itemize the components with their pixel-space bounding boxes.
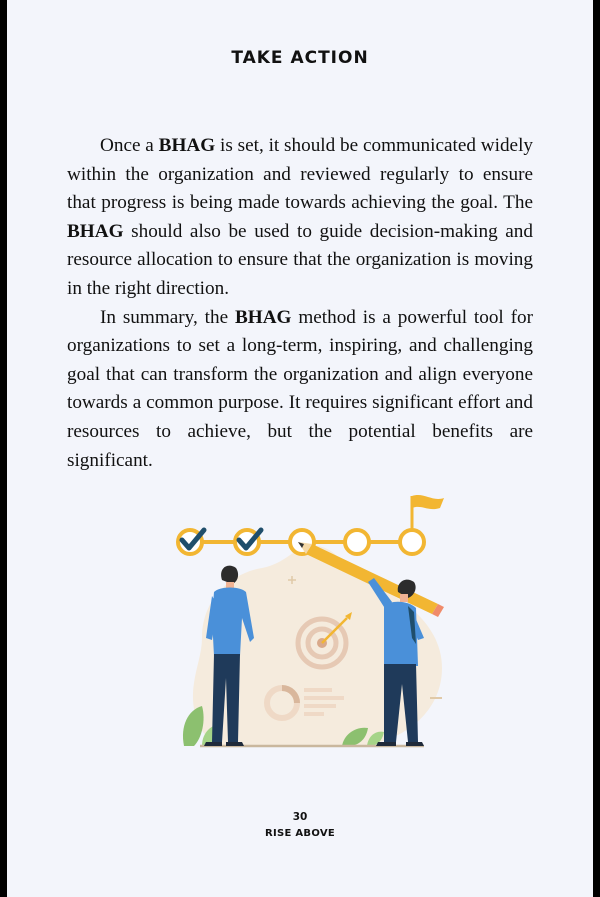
flag-icon [412, 495, 444, 530]
book-title: RISE ABOVE [264, 828, 336, 839]
bhag-term: BHAG [67, 220, 124, 242]
book-page [7, 0, 593, 897]
paragraph-1-text-c: should also be used to guide decision-making and resource allocation to ensure that the organization is moving in the right direction. [67, 220, 533, 299]
paragraph-1 [67, 132, 533, 304]
page-number: 30 [292, 811, 308, 823]
milestone-track [178, 530, 424, 554]
bhag-term: BHAG [234, 306, 292, 328]
paragraph-2-text-b: method is a powerful tool for organizations to set a long-term, inspiring, and challenging goal that can transform the organization and align everyone towards a common purpose. It requires significant effort and resources to achieve, but the potential benefits are significant. [67, 306, 533, 471]
paragraph-2 [67, 304, 533, 476]
leaf-icon [183, 706, 204, 746]
paragraph-1-text-a: Once a [100, 135, 159, 156]
goal-progress-illustration [162, 488, 452, 753]
body-text [67, 132, 533, 475]
chapter-header: TAKE ACTION [231, 48, 369, 68]
bhag-term: BHAG [158, 135, 216, 156]
paragraph-1-text-b: is set, it should be communicated widely within the organization and reviewed regularly to ensure that progress is being made towards achieving the goal. The [67, 135, 533, 214]
paragraph-2-text-a: In summary, the [100, 306, 235, 328]
page-footer [7, 810, 593, 842]
